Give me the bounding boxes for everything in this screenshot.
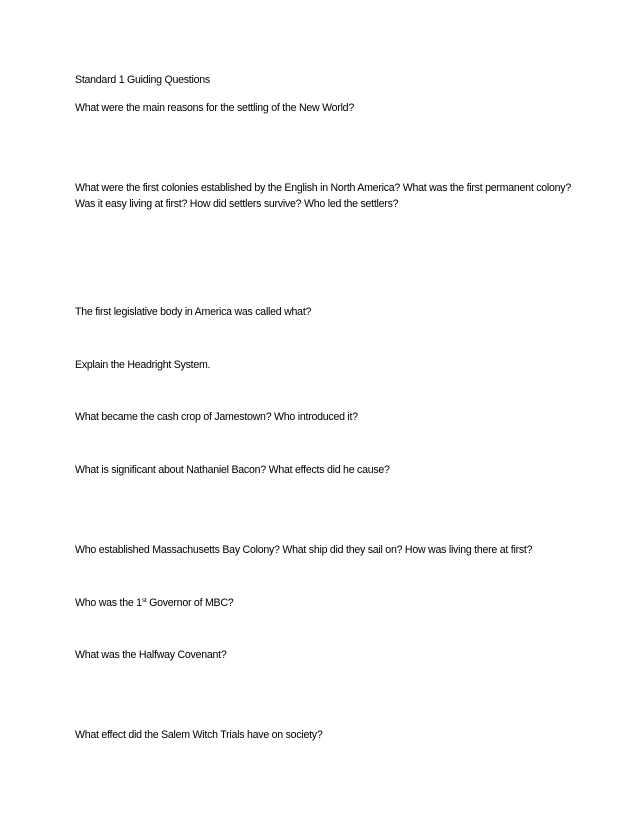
question-headright-system: Explain the Headright System.: [75, 359, 211, 371]
question-first-governor: [75, 595, 575, 611]
question-cash-crop: What became the cash crop of Jamestown? Who introduced it?: [75, 411, 358, 423]
question-first-colonies: What were the first colonies established by the English in North America? What was the first permanent colony? Was it easy living at first? How did settlers survive? Who led the settlers?: [75, 182, 571, 210]
question-nathaniel-bacon: What is significant about Nathaniel Bacon? What effects did he cause?: [75, 464, 390, 476]
question-salem-witch-trials: What effect did the Salem Witch Trials have on society?: [75, 729, 323, 741]
question-new-world: What were the main reasons for the settling of the New World?: [75, 102, 354, 114]
question-legislative-body: The first legislative body in America was called what?: [75, 306, 312, 318]
question-first-governor-start: Who was the 1: [75, 597, 142, 609]
question-halfway-covenant: What was the Halfway Covenant?: [75, 649, 227, 661]
worksheet-heading: Standard 1 Guiding Questions: [75, 74, 210, 86]
question-first-governor-end: Governor of MBC?: [146, 597, 234, 609]
ordinal-superscript: st: [141, 597, 147, 604]
question-massachusetts-bay: Who established Massachusetts Bay Colony? What ship did they sail on? How was living there at first?: [75, 544, 533, 556]
